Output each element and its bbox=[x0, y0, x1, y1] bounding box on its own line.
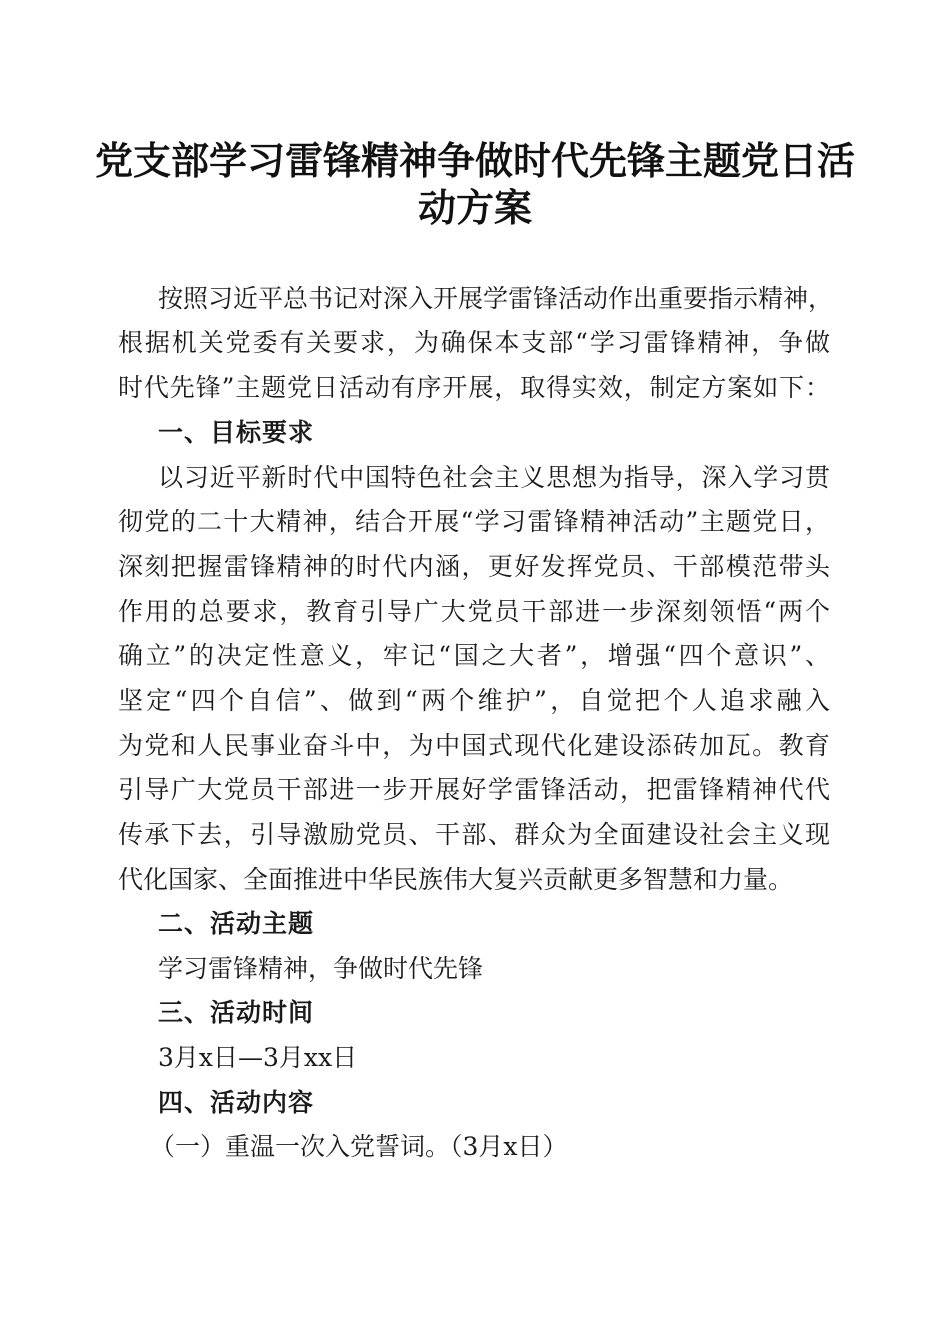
section-1-heading: 一、目标要求 bbox=[158, 418, 315, 447]
intro-line-3: 时代先锋”主题党日活动有序开展，取得实效，制定方案如下： bbox=[118, 373, 830, 402]
section-1-line-1: 以习近平新时代中国特色社会主义思想为指导，深入学习贯 bbox=[158, 463, 830, 492]
section-2-heading: 二、活动主题 bbox=[158, 909, 315, 938]
section-2-body: 学习雷锋精神，争做时代先锋 bbox=[158, 954, 484, 983]
section-3-heading: 三、活动时间 bbox=[158, 998, 315, 1027]
document-title-line-1: 党支部学习雷锋精神争做时代先锋主题党日活 bbox=[94, 138, 855, 183]
section-1-line-7: 为党和人民事业奋斗中，为中国式现代化建设添砖加瓦。教育 bbox=[118, 731, 830, 760]
section-1-line-9: 传承下去，引导激励党员、干部、群众为全面建设社会主义现 bbox=[118, 820, 830, 849]
section-1-line-3: 深刻把握雷锋精神的时代内涵，更好发挥党员、干部模范带头 bbox=[118, 552, 830, 581]
intro-line-1: 按照习近平总书记对深入开展学雷锋活动作出重要指示精神， bbox=[158, 284, 834, 313]
section-1-line-2: 彻党的二十大精神，结合开展“学习雷锋精神活动”主题党日， bbox=[118, 507, 830, 536]
section-3-body: 3月x日—3月xx日 bbox=[158, 1043, 358, 1072]
section-1-line-10: 代化国家、全面推进中华民族伟大复兴贡献更多智慧和力量。 bbox=[118, 865, 794, 894]
intro-line-2: 根据机关党委有关要求，为确保本支部“学习雷锋精神，争做 bbox=[118, 328, 830, 357]
section-1-line-5: 确立”的决定性意义，牢记“国之大者”，增强“四个意识”、 bbox=[118, 641, 830, 670]
section-1-line-4: 作用的总要求，教育引导广大党员干部进一步深刻领悟“两个 bbox=[118, 597, 830, 626]
section-4-heading: 四、活动内容 bbox=[158, 1088, 315, 1117]
document-title-line-2: 动方案 bbox=[417, 185, 532, 230]
section-4-item-1: （一）重温一次入党誓词。（3月x日） bbox=[150, 1132, 568, 1161]
section-1-line-6: 坚定“四个自信”、做到“两个维护”，自觉把个人追求融入 bbox=[118, 686, 830, 715]
section-1-line-8: 引导广大党员干部进一步开展好学雷锋活动，把雷锋精神代代 bbox=[118, 775, 830, 804]
